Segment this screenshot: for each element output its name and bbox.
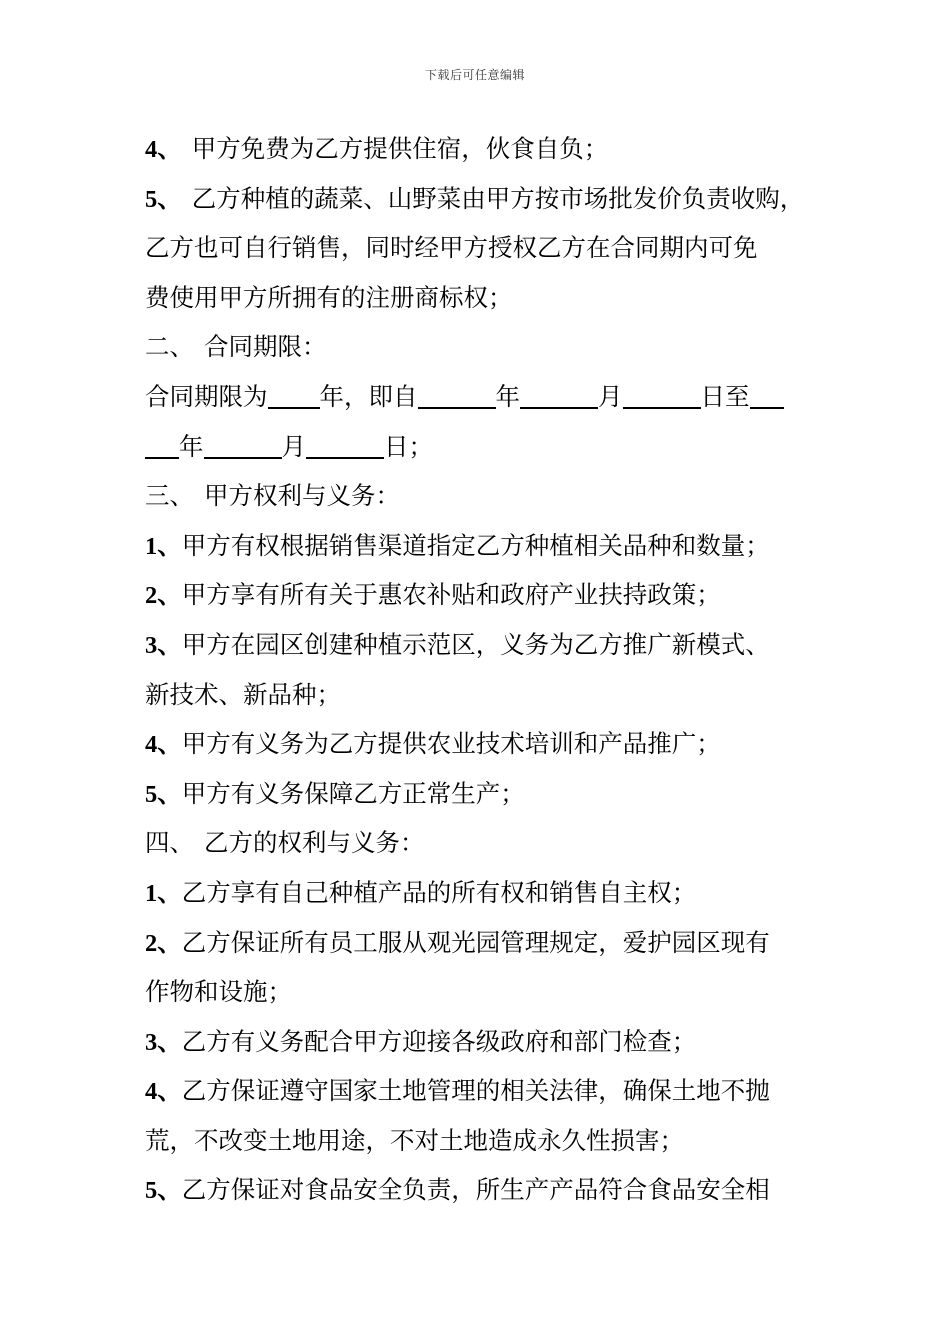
clause-line <box>145 273 817 323</box>
section-number: 二、 <box>145 332 194 362</box>
clause-line <box>145 1165 817 1215</box>
clause-text: 甲方在园区创建种植示范区，义务为乙方推广新模式、 <box>181 629 770 659</box>
clause-text: 甲方有权根据销售渠道指定乙方种植相关品种和数量； <box>181 530 770 560</box>
clause-text: 乙方保证对食品安全负责，所生产产品符合食品安全相 <box>181 1175 770 1205</box>
clause-number: 1、 <box>145 879 182 907</box>
clause-line <box>145 124 817 174</box>
section-heading <box>145 322 817 372</box>
blank-start-day[interactable] <box>623 383 701 409</box>
section-title: 乙方的权利与义务： <box>204 828 425 858</box>
blank-start-month[interactable] <box>520 383 598 409</box>
clause-line <box>145 967 817 1017</box>
clause-line <box>145 521 817 571</box>
section-title: 合同期限： <box>204 332 327 362</box>
clause-line <box>145 918 817 968</box>
clause-number: 2、 <box>145 582 182 610</box>
clause-line <box>145 868 817 918</box>
section-heading <box>145 818 817 868</box>
section-number: 四、 <box>145 828 194 858</box>
term-text: 日至 <box>700 381 750 411</box>
clause-text: 作物和设施； <box>145 977 292 1007</box>
clause-text: 乙方享有自己种植产品的所有权和销售自主权； <box>181 877 697 907</box>
clause-text: 新技术、新品种； <box>145 679 341 709</box>
term-text: 月 <box>281 431 306 461</box>
clause-number: 5、 <box>145 780 182 808</box>
term-text: 年 <box>179 431 204 461</box>
clause-line <box>145 174 817 224</box>
clause-line <box>145 570 817 620</box>
clause-line <box>145 1116 817 1166</box>
clause-text: 乙方也可自行销售，同时经甲方授权乙方在合同期内可免 <box>145 233 758 263</box>
clause-number: 3、 <box>145 1028 182 1056</box>
blank-start-year[interactable] <box>418 383 496 409</box>
clause-text: 乙方种植的蔬菜、山野菜由甲方按市场批发价负责收购， <box>191 183 805 213</box>
header-note: 下载后可任意编辑 <box>424 68 525 82</box>
clause-text: 甲方有义务保障乙方正常生产； <box>181 778 525 808</box>
clause-number: 5、 <box>145 1177 182 1205</box>
clause-text: 乙方有义务配合甲方迎接各级政府和部门检查； <box>181 1026 697 1056</box>
clause-text: 甲方免费为乙方提供住宿，伙食自负； <box>191 134 609 163</box>
clause-number: 5、 <box>145 185 182 213</box>
clause-line <box>145 1066 817 1116</box>
clause-text: 甲方享有所有关于惠农补贴和政府产业扶持政策； <box>181 580 721 610</box>
section-title: 甲方权利与义务： <box>204 481 400 511</box>
blank-end-day[interactable] <box>306 433 384 459</box>
clause-text: 荒，不改变土地用途，不对土地造成永久性损害； <box>145 1125 684 1155</box>
blank-end-year-part1[interactable] <box>750 383 784 409</box>
blank-end-month[interactable] <box>204 433 282 459</box>
contract-term-line <box>145 422 817 472</box>
clause-line <box>145 670 817 720</box>
clause-line <box>145 769 817 819</box>
contract-term-line <box>145 372 817 422</box>
section-number: 三、 <box>145 481 194 511</box>
clause-text: 乙方保证遵守国家土地管理的相关法律，确保土地不抛 <box>181 1076 770 1106</box>
clause-number: 4、 <box>145 731 182 759</box>
term-text: 月 <box>598 381 623 411</box>
blank-years[interactable] <box>268 383 320 409</box>
term-text: 年，即自 <box>319 381 418 411</box>
clause-number: 2、 <box>145 929 182 957</box>
clause-line <box>145 223 817 273</box>
clause-number: 1、 <box>145 532 182 560</box>
clause-line <box>145 620 817 670</box>
clause-number: 4、 <box>145 136 182 163</box>
clause-text: 甲方有义务为乙方提供农业技术培训和产品推广； <box>181 729 721 759</box>
clause-line <box>145 719 817 769</box>
blank-end-year-part2[interactable] <box>145 433 179 459</box>
clause-line <box>145 1017 817 1067</box>
term-text: 年 <box>495 381 520 411</box>
term-label: 合同期限为 <box>145 381 268 411</box>
clause-text: 费使用甲方所拥有的注册商标权； <box>145 282 513 312</box>
clause-text: 乙方保证所有员工服从观光园管理规定，爱护园区现有 <box>181 927 770 957</box>
section-heading <box>145 471 817 521</box>
document-body <box>145 124 817 1215</box>
clause-number: 3、 <box>145 631 182 659</box>
clause-number: 4、 <box>145 1078 182 1106</box>
term-text: 日； <box>384 431 433 461</box>
